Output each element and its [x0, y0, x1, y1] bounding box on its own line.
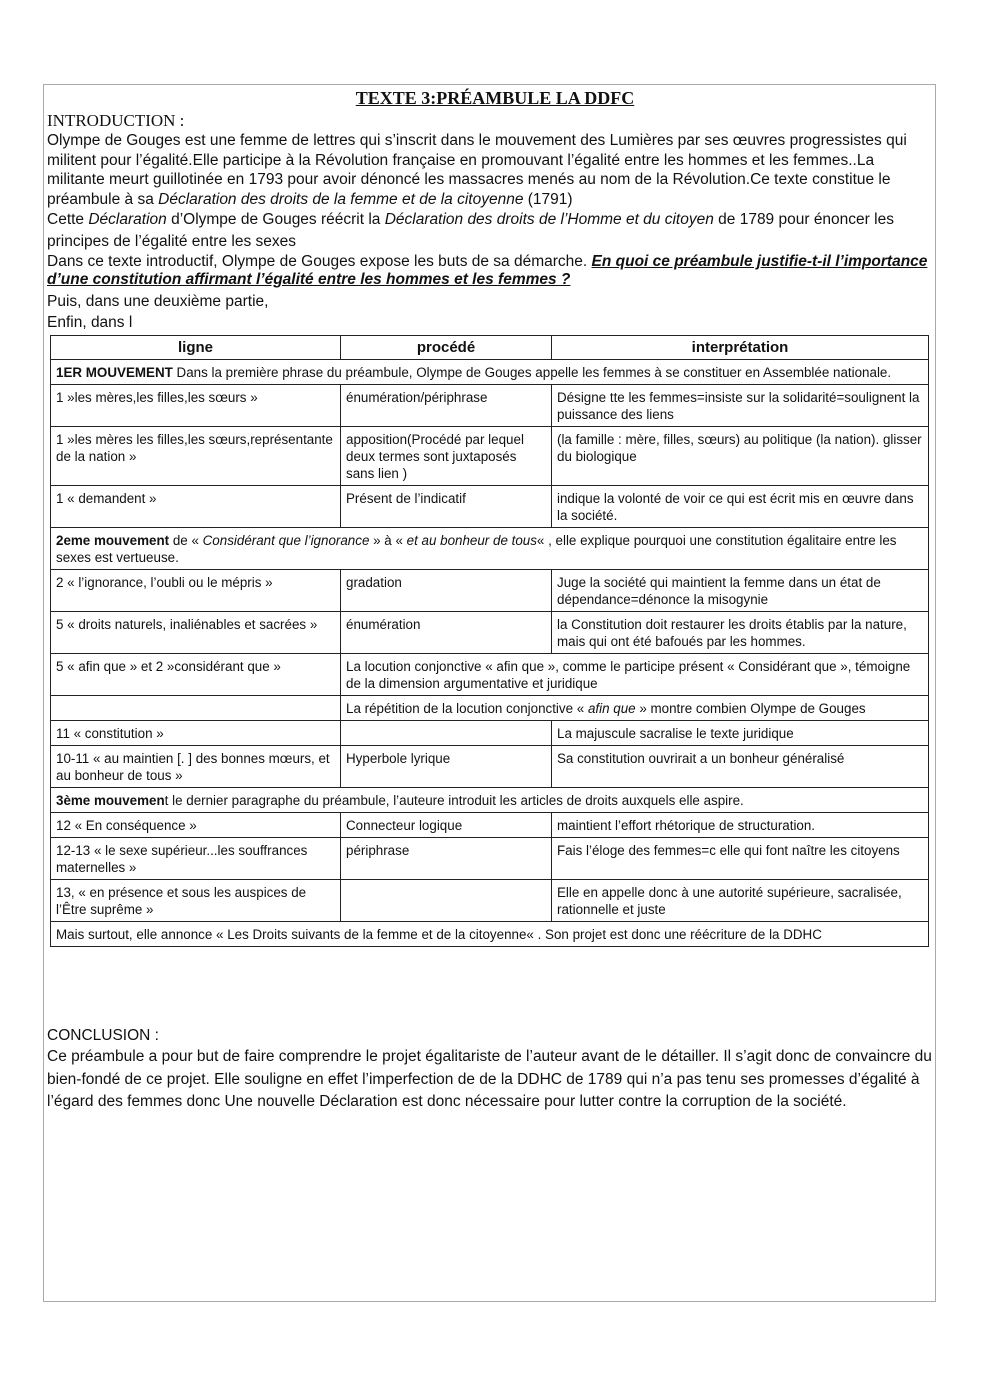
cell-ligne: 5 « droits naturels, inaliénables et sacrées » — [51, 612, 341, 654]
intro-text: Cette — [47, 211, 89, 228]
cell-interpretation: (la famille : mère, filles, sœurs) au politique (la nation). glisser du biologique — [552, 427, 929, 486]
header-interpretation: interprétation — [552, 336, 929, 360]
movement-cell — [51, 788, 929, 813]
cell-ligne: 11 « constitution » — [51, 721, 341, 746]
conclusion-heading: CONCLUSION : — [47, 1027, 159, 1044]
cell-interpretation: Fais l’éloge des femmes=c elle qui font naître les citoyens — [552, 838, 929, 880]
cell-ligne: 13, « en présence et sous les auspices de l’Être suprême » — [51, 880, 341, 922]
cell-procede: apposition(Procédé par lequel deux termes sont juxtaposés sans lien ) — [341, 427, 552, 486]
intro-paragraph-3 — [47, 253, 932, 289]
movement-row-3 — [51, 788, 929, 813]
introduction-heading: INTRODUCTION : — [47, 111, 185, 130]
table-row — [51, 654, 929, 696]
cell-interpretation: la Constitution doit restaurer les droits établis par la nature, mais qui ont été bafoués par les hommes. — [552, 612, 929, 654]
cell-interpretation: maintient l’effort rhétorique de structuration. — [552, 813, 929, 838]
movement-text: t le dernier paragraphe du préambule, l’auteure introduit les articles de droits auxquels elle aspire. — [164, 793, 744, 808]
intro-paragraph-2 — [47, 209, 932, 253]
table-row — [51, 746, 929, 788]
table-row — [51, 880, 929, 922]
cell-ligne: 1 « demandent » — [51, 486, 341, 528]
movement-text: « , elle explique pourquoi une constitution égalitaire entre les sexes est vertueuse. — [56, 533, 897, 565]
table-row — [51, 721, 929, 746]
problematique-question: En quoi ce préambule justifie-t-il l’importance d’une constitution affirmant l’égalité entre les hommes et les femmes ? — [47, 253, 928, 288]
cell-interpretation: Désigne tte les femmes=insiste sur la solidarité=soulignent la puissance des liens — [552, 385, 929, 427]
intro-paragraph-4: Puis, dans une deuxième partie, — [47, 293, 269, 310]
movement-row-1 — [51, 360, 929, 385]
movement-cell — [51, 528, 929, 570]
table-row — [51, 427, 929, 486]
movement-label: 3ème mouvemen — [56, 793, 165, 808]
cell-procede: périphrase — [341, 838, 552, 880]
cell-quote: afin que — [587, 701, 636, 716]
cell-ligne: 12 « En conséquence » — [51, 813, 341, 838]
movement-row-2 — [51, 528, 929, 570]
cell-interpretation: Juge la société qui maintient la femme dans un état de dépendance=dénonce la misogynie — [552, 570, 929, 612]
cell-procede: gradation — [341, 570, 552, 612]
cell-text: La répétition de la locution conjonctive « — [346, 701, 588, 716]
intro-text: Olympe de Gouges est une femme de lettres qui s’inscrit dans le mouvement des Lumières par ses œuvres progressistes qui militent pour l’égalité.Elle participe à la Révolution française en promouvant l’égalité entre les hommes et les femmes..La militante meurt guillotinée en 1793 pour avoir dénoncé les massacres menés au nom de la Révolution.Ce texte constitue le préambule à sa — [47, 132, 907, 208]
header-ligne: ligne — [51, 336, 341, 360]
intro-paragraph-1 — [47, 131, 932, 209]
movement-cell — [51, 360, 929, 385]
cell-procede: Connecteur logique — [341, 813, 552, 838]
table-row — [51, 486, 929, 528]
intro-text: d’Olympe de Gouges réécrit la — [166, 211, 385, 228]
cell-ligne — [51, 696, 341, 721]
table-header-row — [51, 336, 929, 360]
cell-ligne: 2 « l’ignorance, l’oubli ou le mépris » — [51, 570, 341, 612]
movement-text: » à « — [369, 533, 407, 548]
cell-interpretation: La majuscule sacralise le texte juridique — [552, 721, 929, 746]
table-row — [51, 570, 929, 612]
intro-text: Dans ce texte introductif, Olympe de Gouges expose les buts de sa démarche. — [47, 253, 592, 270]
intro-text: de 1789 pour énoncer les principes de l’égalité entre les sexes — [47, 211, 894, 250]
analysis-table — [50, 335, 929, 947]
cell-ligne: 5 « afin que » et 2 »considérant que » — [51, 654, 341, 696]
page-title: TEXTE 3:PRÉAMBULE LA DDFC — [355, 88, 635, 108]
cell-procede — [341, 880, 552, 922]
header-procede: procédé — [341, 336, 552, 360]
table-row — [51, 696, 929, 721]
cell-ligne: 12-13 « le sexe supérieur...les souffrances maternelles » — [51, 838, 341, 880]
cell-procede: Présent de l’indicatif — [341, 486, 552, 528]
table-row — [51, 612, 929, 654]
conclusion-text: Ce préambule a pour but de faire comprendre le projet égalitariste de l’auteur avant de le détailler. Il s’agit donc de convaincre du bien-fondé de ce projet. Elle souligne en effet l’imperfection de de la DDHC de 1789 qui n’a pas tenu ses promesses d’égalité à l’égard des femmes donc Une nouvelle Déclaration est donc nécessaire pour lutter contre la corruption de la société. — [47, 1048, 932, 1110]
cell-procede: énumération/périphrase — [341, 385, 552, 427]
table-row — [51, 838, 929, 880]
cell-procede: énumération — [341, 612, 552, 654]
movement-quote: et au bonheur de tous — [406, 533, 537, 548]
work-title: Déclaration — [88, 211, 167, 228]
final-row — [51, 922, 929, 947]
final-cell: Mais surtout, elle annonce « Les Droits suivants de la femme et de la citoyenne« . Son projet est donc une réécriture de la DDHC — [51, 922, 929, 947]
cell-procede-interpretation: La locution conjonctive « afin que », comme le participe présent « Considérant que », témoigne de la dimension argumentative et juridique — [341, 654, 929, 696]
cell-interpretation: Sa constitution ouvrirait a un bonheur généralisé — [552, 746, 929, 788]
table-row — [51, 813, 929, 838]
intro-paragraph-5: Enfin, dans l — [47, 314, 133, 331]
cell-text: » montre combien Olympe de Gouges — [635, 701, 866, 716]
table-row — [51, 385, 929, 427]
work-title: Déclaration des droits de l’Homme et du citoyen — [384, 211, 714, 228]
intro-date: (1791) — [523, 190, 573, 208]
cell-ligne: 10-11 « au maintien [. ] des bonnes mœurs, et au bonheur de tous » — [51, 746, 341, 788]
cell-ligne: 1 »les mères,les filles,les sœurs » — [51, 385, 341, 427]
cell-procede — [341, 721, 552, 746]
movement-quote: Considérant que l’ignorance — [202, 533, 370, 548]
movement-text: Dans la première phrase du préambule, Olympe de Gouges appelle les femmes à se constituer en Assemblée nationale. — [172, 365, 892, 380]
cell-interpretation: Elle en appelle donc à une autorité supérieure, sacralisée, rationnelle et juste — [552, 880, 929, 922]
movement-text: de « — [169, 533, 203, 548]
cell-interpretation: indique la volonté de voir ce qui est écrit mis en œuvre dans la société. — [552, 486, 929, 528]
cell-procede-interpretation — [341, 696, 929, 721]
cell-ligne: 1 »les mères les filles,les sœurs,représentante de la nation » — [51, 427, 341, 486]
cell-procede: Hyperbole lyrique — [341, 746, 552, 788]
movement-label: 2eme mouvement — [56, 533, 170, 548]
work-title: Déclaration des droits de la femme et de la citoyenne — [158, 190, 524, 208]
movement-label: 1ER MOUVEMENT — [56, 365, 173, 380]
